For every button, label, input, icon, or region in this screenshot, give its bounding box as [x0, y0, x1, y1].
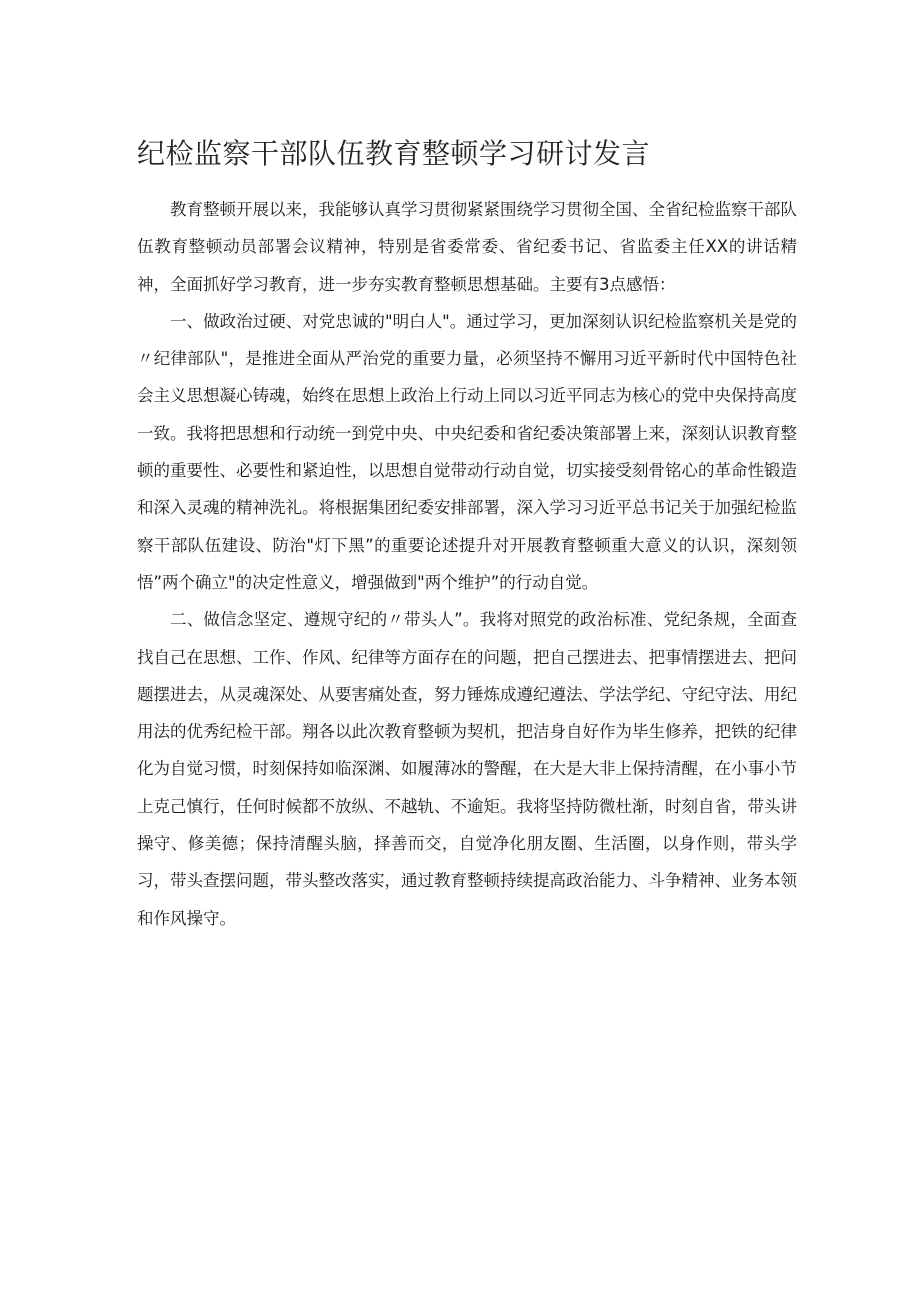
paragraph-point-one: 一、做政治过硬、对党忠诚的"明白人"。通过学习，更加深刻认识纪检监察机关是党的〃纪律部队"，是推进全面从严治党的重要力量，必须坚持不懈用习近平新时代中国特色社会主义思想凝心铸魂，始终在思想上政治上行动上同以习近平同志为核心的党中央保持高度一致。我将把思想和行动统一到党中央、中央纪委和省纪委决策部署上来，深刻认识教育整顿的重要性、必要性和紧迫性，以思想自觉带动行动自觉，切实接受刻骨铭心的革命性锻造和深入灵魂的精神洗礼。将根据集团纪委安排部署，深入学习习近平总书记关于加强纪检监察干部队伍建设、防治"灯下黑”的重要论述提升对开展教育整顿重大意义的认识，深刻领悟”两个确立"的决定性意义，增强做到"两个维护”的行动自觉。 [137, 311, 797, 592]
document-title: 纪检监察干部队伍教育整顿学习研讨发言 [137, 137, 651, 170]
document-body [137, 191, 797, 937]
paragraph-intro: 教育整顿开展以来，我能够认真学习贯彻紧紧围绕学习贯彻全国、全省纪检监察干部队伍教育整顿动员部署会议精神，特别是省委常委、省纪委书记、省监委主任XX的讲话精神，全面抓好学习教育，进一步夯实教育整顿思想基础。主要有3点感悟： [137, 200, 797, 294]
paragraph-point-two: 二、做信念坚定、遵规守纪的〃带头人”。我将对照党的政治标准、党纪条规，全面查找自己在思想、工作、作风、纪律等方面存在的问题，把自己摆进去、把事情摆进去、把问题摆进去，从灵魂深处、从要害痛处查，努力锤炼成遵纪遵法、学法学纪、守纪守法、用纪用法的优秀纪检干部。翔各以此次教育整顿为契机，把洁身自好作为毕生修养，把铁的纪律化为自觉习惯，时刻保持如临深渊、如履薄冰的警醒，在大是大非上保持清醒，在小事小节上克己慎行，任何时候都不放纵、不越轨、不逾矩。我将坚持防微杜渐，时刻自省，带头讲操守、修美德；保持清醒头脑，择善而交，自觉净化朋友圈、生活圈，以身作则，带头学习，带头查摆问题，带头整改落实，通过教育整顿持续提高政治能力、斗争精神、业务本领和作风操守。 [137, 610, 797, 928]
